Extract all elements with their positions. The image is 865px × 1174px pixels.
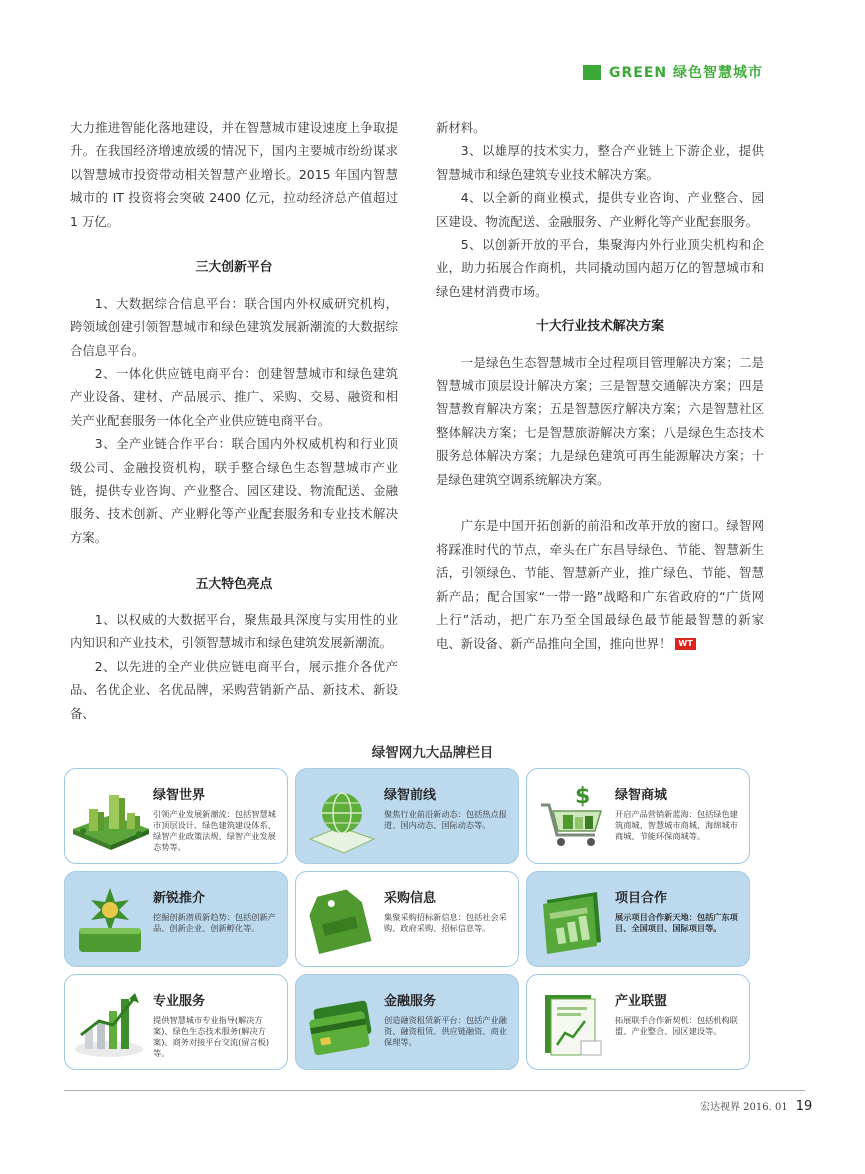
section-title: GREEN 绿色智慧城市 (609, 65, 763, 81)
brand-card-1[interactable] (64, 768, 288, 864)
brand-name: 绿智前线 (384, 788, 437, 803)
brands-grid (64, 768, 750, 1070)
cooperation-folder-icon (531, 882, 613, 960)
platform-3: 3、全产业链合作平台：联合国内外权威机构和行业顶级公司、金融投资机构，联手整合绿色生态智慧城市产业链，提供专业咨询、产业整合、园区建设、物流配送、金融服务、技术创新、产业孵化等产业配套服务和专业技术解决方案。 (70, 436, 398, 545)
publication-name: 宏达视界 2016. 01 (700, 1102, 788, 1113)
document-chart-icon (531, 985, 613, 1063)
brand-name: 绿智世界 (153, 788, 206, 803)
brand-card-8[interactable] (295, 974, 519, 1070)
brand-desc: 挖掘创新潜质新趋势：包括创新产品、创新企业、创新孵化等。 (153, 912, 276, 933)
brand-desc: 引领产业发展新潮流：包括智慧城市顶层设计、绿色建筑建设体系、绿智产业政策法规、绿智产业发展态势等。 (153, 809, 276, 852)
brand-name: 绿智商城 (615, 788, 668, 803)
brand-name: 专业服务 (153, 994, 206, 1009)
brand-card-5[interactable] (295, 871, 519, 967)
brand-card-2[interactable] (295, 768, 519, 864)
right-column (436, 116, 764, 655)
brand-name: 采购信息 (384, 891, 437, 906)
brand-name: 金融服务 (384, 994, 437, 1009)
highlight-1: 1、以权威的大数据平台，聚焦最具深度与实用性的业内知识和产业技术，引领智慧城市和绿色建筑发展新潮流。 (70, 612, 398, 651)
city-buildings-icon (69, 779, 151, 857)
intro-paragraph: 大力推进智能化落地建设，并在智慧城市建设速度上争取提升。在我国经济增速放缓的情况下，国内主要城市纷纷谋求以智慧城市投资带动相关智慧产业增长。2015 年国内智慧城市的 IT 投资将会突破 2400 亿元，拉动经济总产值超过 1 万亿。 (70, 120, 398, 229)
sale-tag-icon (300, 882, 382, 960)
platform-1: 1、大数据综合信息平台：联合国内外权威研究机构，跨领域创建引领智慧城市和绿色建筑发展新潮流的大数据综合信息平台。 (70, 295, 398, 358)
brand-desc: 拓展联手合作新契机：包括机构联盟、产业整合、园区建设等。 (615, 1015, 738, 1036)
highlight-5: 5、以创新开放的平台，集聚海内外行业顶尖机构和企业，助力拓展合作商机，共同撬动国内超万亿的智慧城市和绿色建材消费市场。 (436, 237, 764, 299)
continued-text: 新材料。 (436, 120, 486, 135)
heading-platforms: 三大创新平台 (195, 260, 273, 276)
closing-paragraph (436, 514, 764, 654)
brand-desc: 集聚采购招标新信息：包括社会采购、政府采购、招标信息等。 (384, 912, 507, 933)
bar-chart-icon (69, 985, 151, 1063)
highlight-3: 3、以雄厚的技术实力，整合产业链上下游企业，提供智慧城市和绿色建筑专业技术解决方案。 (436, 143, 764, 182)
page-number: 19 (795, 1099, 813, 1114)
footer-divider (64, 1090, 805, 1091)
platform-2: 2、一体化供应链电商平台：创建智慧城市和绿色建筑产业设备、建材、产品展示、推广、采购、交易、融资和相关产业配套服务一体化全产业供应链电商平台。 (70, 366, 398, 428)
brand-desc: 展示项目合作新天地：包括广东项目、全国项目、国际项目等。 (615, 912, 738, 933)
brand-desc: 开启产品营销新蓝海：包括绿色建筑商城、智慧城市商城、海绵城市商城、节能环保商城等。 (615, 809, 738, 841)
brand-card-9[interactable] (526, 974, 750, 1070)
new-badge-icon (69, 882, 151, 960)
wt-end-badge: WT (675, 638, 695, 650)
page-footer (700, 1098, 812, 1114)
brand-desc: 聚焦行业前沿新动态：包括热点报道、国内动态、国际动态等。 (384, 809, 507, 830)
section-header (583, 62, 763, 82)
brand-card-6[interactable] (526, 871, 750, 967)
globe-icon (300, 779, 382, 857)
brand-card-7[interactable] (64, 974, 288, 1070)
brand-card-4[interactable] (64, 871, 288, 967)
brand-name: 项目合作 (615, 891, 668, 906)
heading-highlights: 五大特色亮点 (195, 576, 273, 592)
credit-cards-icon (300, 985, 382, 1063)
green-square-icon (583, 65, 601, 80)
brand-name: 新锐推介 (153, 891, 206, 906)
shopping-cart-icon (531, 779, 613, 857)
left-column (70, 116, 398, 725)
closing-text: 广东是中国开拓创新的前沿和改革开放的窗口。绿智网将踩准时代的节点，牵头在广东昌导绿色、节能、智慧新生活，引领绿色、节能、智慧新产业，推广绿色、节能、智慧新产品；配合国家“一带一路”战略和广东省政府的“广货网上行”活动，把广东乃至全国最绿色最节能最智慧的新家电、新设备、新产品推向全国，推向世界！ (436, 518, 764, 651)
highlight-4: 4、以全新的商业模式，提供专业咨询、产业整合、园区建设、物流配送、金融服务、产业孵化等产业配套服务。 (436, 190, 764, 229)
brand-name: 产业联盟 (615, 994, 668, 1009)
brand-desc: 创造融资租赁新平台：包括产业融资、融资租赁、供应链融资、商业保理等。 (384, 1015, 507, 1047)
brands-title: 绿智网九大品牌栏目 (371, 745, 494, 761)
solutions-paragraph: 一是绿色生态智慧城市全过程项目管理解决方案；二是智慧城市顶层设计解决方案；三是智慧交通解决方案；四是智慧教育解决方案；五是智慧医疗解决方案；六是智慧社区整体解决方案；七是智慧旅游解决方案；八是绿色生态技术服务总体解决方案；九是绿色建筑可再生能源解决方案；十是绿色建筑空调系统解决方案。 (436, 354, 764, 487)
brand-desc: 提供智慧城市专业指导(解决方案)、绿色生态技术服务(解决方案)、商务对接平台交流(留言板)等。 (153, 1015, 270, 1058)
brand-card-3[interactable] (526, 768, 750, 864)
highlight-2: 2、以先进的全产业供应链电商平台，展示推介各优产品、名优企业、名优品牌，采购营销新产品、新技术、新设备、 (70, 658, 398, 721)
svg-text:$: $ (575, 784, 591, 809)
heading-solutions: 十大行业技术解决方案 (536, 319, 664, 335)
